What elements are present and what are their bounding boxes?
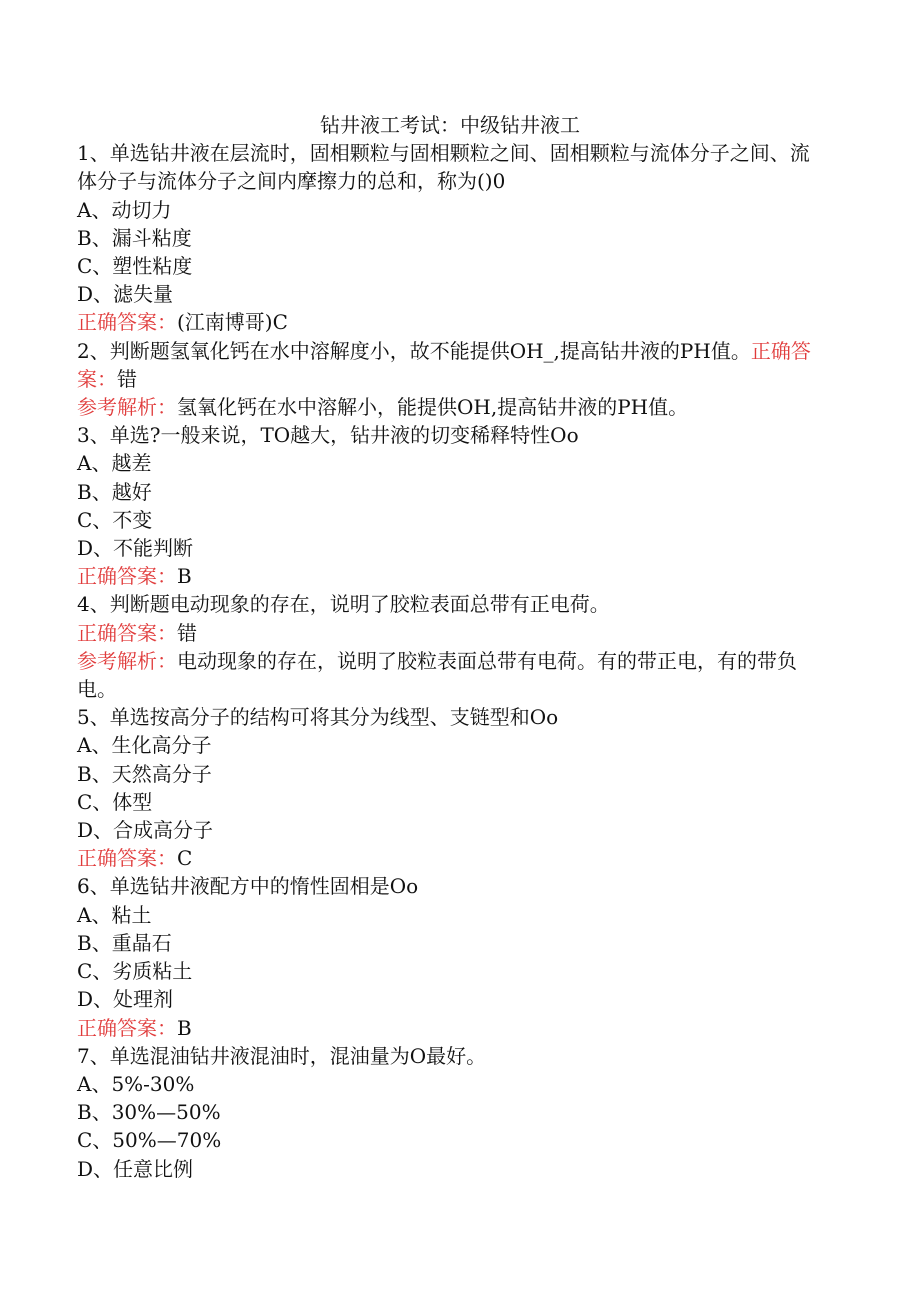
option: C、不变	[77, 507, 153, 532]
document	[77, 111, 823, 1183]
option: C、体型	[77, 789, 153, 814]
question-7	[77, 1042, 823, 1183]
analysis-text: 氢氧化钙在水中溶解小，能提供OH,提高钻井液的PH值。	[177, 395, 689, 420]
question-text: 3、单选?一般来说，TO越大，钻井液的切变稀释特性Oo	[77, 423, 579, 448]
option: D、不能判断	[77, 536, 194, 561]
answer-line	[77, 619, 823, 647]
option: B、越好	[77, 479, 152, 504]
answer-line	[77, 844, 823, 872]
answer-label: 正确答案：	[77, 620, 177, 645]
question-text: 4、判断题电动现象的存在，说明了胶粒表面总带有正电荷。	[77, 592, 610, 617]
question-text: 5、单选按高分子的结构可将其分为线型、支链型和Oo	[77, 705, 559, 730]
option: D、处理剂	[77, 987, 174, 1012]
option: C、塑性粘度	[77, 254, 193, 279]
option: C、50%—70%	[77, 1128, 222, 1153]
option: A、越差	[77, 451, 152, 476]
question-6	[77, 872, 823, 1041]
option: A、5%-30%	[77, 1071, 195, 1096]
question-3	[77, 421, 823, 590]
answer-label: 正确答案：	[77, 310, 177, 335]
answer-line	[77, 1014, 823, 1042]
answer-value: 错	[117, 366, 137, 391]
question-2	[77, 337, 823, 422]
option: B、漏斗粘度	[77, 225, 192, 250]
question-text: 7、单选混油钻井液混油时，混油量为O最好。	[77, 1043, 487, 1068]
question-5	[77, 703, 823, 872]
answer-label: 正确答案：	[77, 338, 811, 391]
document-title: 钻井液工考试：中级钻井液工	[320, 113, 580, 137]
analysis-line	[77, 393, 823, 421]
question-1	[77, 139, 823, 336]
answer-value: C	[177, 846, 193, 871]
answer-line	[77, 562, 823, 590]
answer-line	[77, 308, 823, 336]
answer-label: 正确答案：	[77, 564, 177, 589]
analysis-label: 参考解析：	[77, 395, 177, 420]
option: A、粘土	[77, 902, 152, 927]
option: B、天然高分子	[77, 761, 212, 786]
answer-value: (江南博哥)C	[177, 310, 288, 335]
analysis-label: 参考解析：	[77, 648, 177, 673]
option: D、滤失量	[77, 282, 174, 307]
option: D、任意比例	[77, 1156, 194, 1181]
question-text: 6、单选钻井液配方中的惰性固相是Oo	[77, 874, 419, 899]
option: A、动切力	[77, 197, 172, 222]
answer-value: B	[177, 1015, 192, 1040]
option: C、劣质粘土	[77, 959, 193, 984]
option: B、30%—50%	[77, 1100, 221, 1125]
option: D、合成高分子	[77, 818, 214, 843]
answer-label: 正确答案：	[77, 846, 177, 871]
question-answer-line	[77, 337, 823, 393]
question-4	[77, 590, 823, 703]
analysis-text: 电动现象的存在，说明了胶粒表面总带有电荷。有的带正电，有的带负电。	[77, 648, 797, 702]
option: B、重晶石	[77, 930, 172, 955]
answer-value: B	[177, 564, 192, 589]
question-text: 1、单选钻井液在层流时，固相颗粒与固相颗粒之间、固相颗粒与流体分子之间、流体分子与流体分子之间内摩擦力的总和，称为()0	[77, 141, 810, 194]
option: A、生化高分子	[77, 733, 212, 758]
answer-label: 正确答案：	[77, 1015, 177, 1040]
question-text: 2、判断题氢氧化钙在水中溶解度小，故不能提供OH_,提高钻井液的PH值。	[77, 338, 751, 363]
analysis-line	[77, 647, 823, 703]
answer-value: 错	[177, 620, 197, 645]
